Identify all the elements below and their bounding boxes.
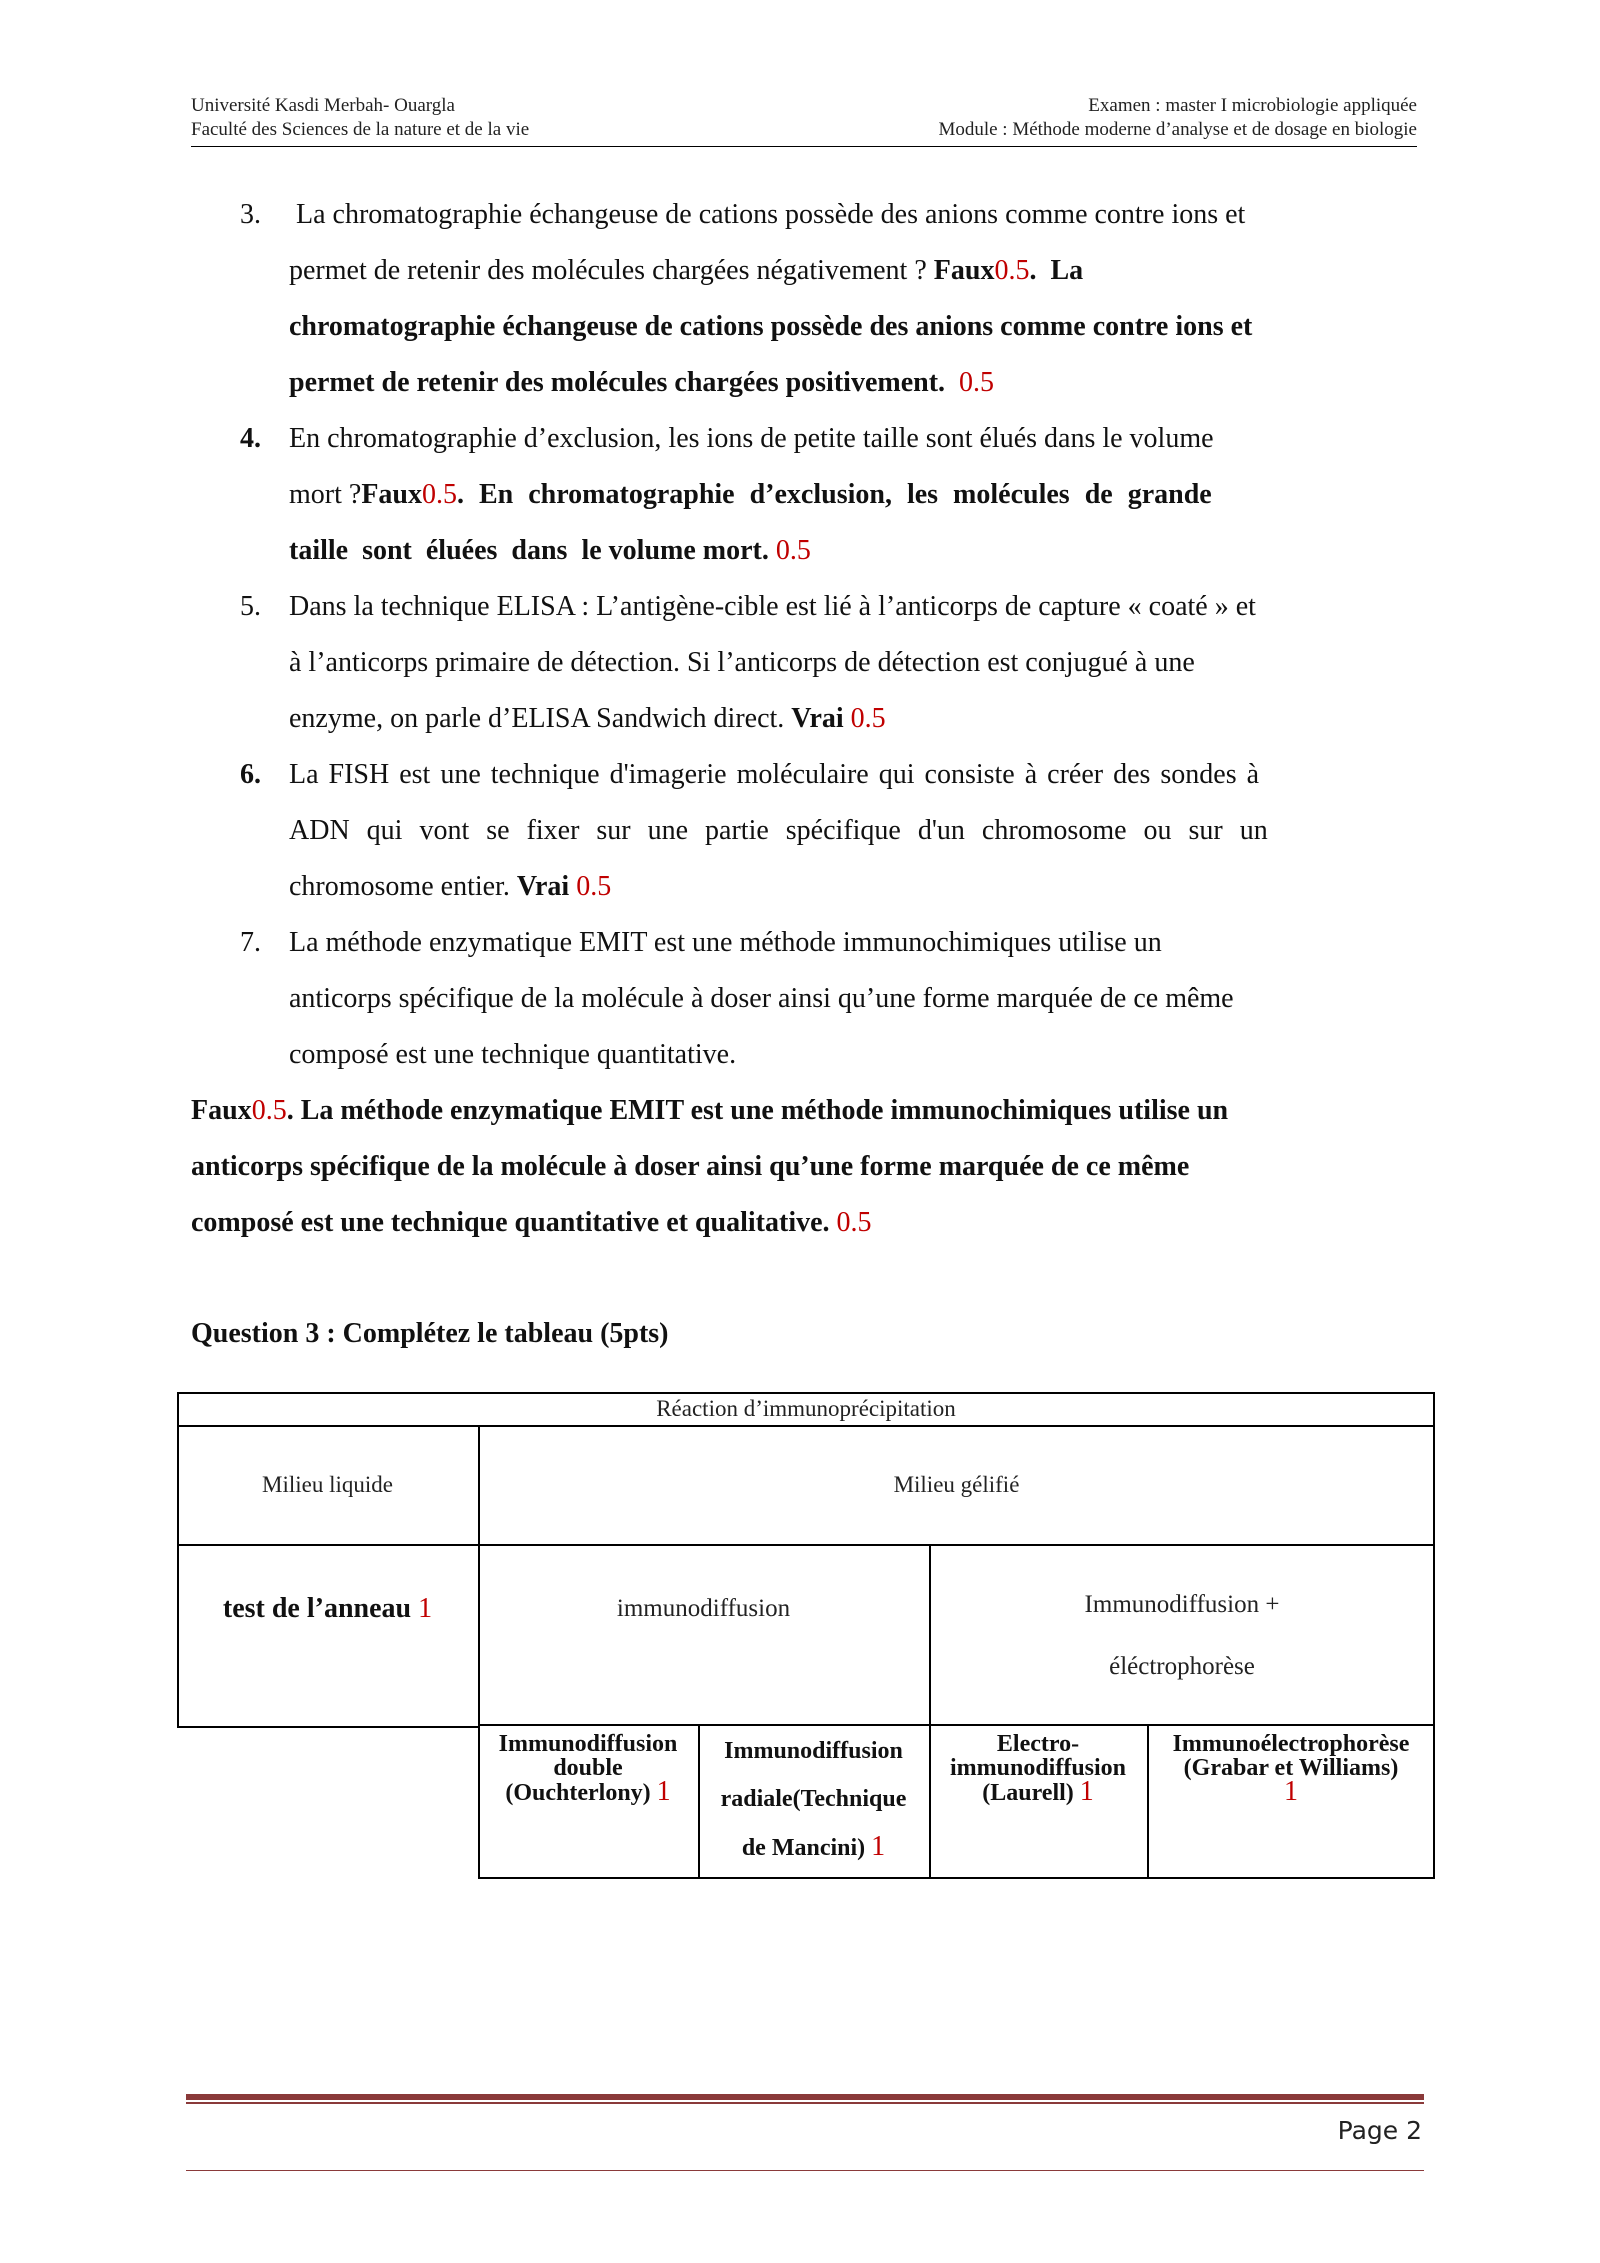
score: 0.5 [994,255,1030,286]
score: 1 [656,1775,671,1807]
header-gel-medium: Milieu gélifié [893,1471,1020,1497]
item-text-line: permet de retenir des molécules chargées négativement ? Faux0.5. La [289,255,1084,286]
immunoelectrophoresis-cell: Immunoélectrophorèse (Grabar et Williams) 1 [1172,1731,1410,1807]
score: 1 [1079,1775,1094,1807]
item-text-line: En chromatographie d’exclusion, les ions de petite taille sont élués dans le volume [289,423,1214,454]
score: 1 [418,1593,433,1624]
verdict: Vrai [516,871,570,902]
answer-line: composé est une technique quantitative et qualitative. 0.5 [191,1207,872,1238]
item-text-line: composé est une technique quantitative. [289,1039,737,1070]
exam-title: Examen : master I microbiologie appliquée [1088,95,1417,116]
item-number: 3. [240,199,261,230]
verdict: Faux [191,1095,252,1126]
header-right [938,94,1417,142]
item-text-line: à l’anticorps primaire de détection. Si l’anticorps de détection est conjugué à une [289,647,1195,678]
item-number: 6. [240,759,261,790]
answer-line: taille sont éluées dans le volume mort. 0.5 [289,535,811,566]
item-text-line: enzyme, on parle d’ELISA Sandwich direct. Vrai 0.5 [289,703,886,734]
item-text-line: La FISH est une technique d'imagerie moléculaire qui consiste à créer des sondes à [289,759,1260,790]
verdict: Vrai [791,703,844,734]
score: 1 [1284,1776,1298,1807]
score: 0.5 [422,479,457,510]
item-text-line: La méthode enzymatique EMIT est une méthode immunochimiques utilise un [289,927,1162,958]
item-text-line: chromosome entier. Vrai 0.5 [289,871,612,902]
radial-immunodiffusion-cell: Immunodiffusion radiale(Technique de Mancini) 1 [720,1737,907,1862]
page-number: Page 2 [1337,2116,1422,2145]
item-number: 7. [240,927,261,958]
footer-divider [186,2094,1424,2100]
item-text-line: Dans la technique ELISA : L’antigène-cible est lié à l’anticorps de capture « coaté » et [289,591,1256,622]
section-title: Question 3 : Complétez le tableau (5pts) [191,1318,669,1349]
header-divider [191,146,1417,147]
score: 0.5 [576,871,612,902]
item-text-line: mort ? Faux0.5. En chromatographie d’exclusion, les molécules de grande [289,479,1212,510]
score: 0.5 [251,1095,287,1126]
item-number: 5. [240,591,261,622]
score: 0.5 [775,535,811,566]
footer-divider [186,2170,1424,2171]
item-number: 4. [240,423,261,454]
footer-divider [186,2102,1424,2104]
score: 0.5 [836,1207,872,1238]
immunodiffusion-electrophoresis-cell: Immunodiffusion + éléctrophorèse [1084,1591,1280,1680]
header-left [191,94,529,142]
answer-line: chromatographie échangeuse de cations possède des anions comme contre ions et [289,311,1253,342]
item-text-line: anticorps spécifique de la molécule à doser ainsi qu’une forme marquée de ce même [289,983,1234,1014]
university-name: Université Kasdi Merbah- Ouargla [191,95,455,116]
answer-line: permet de retenir des molécules chargées positivement. 0.5 [289,367,995,398]
item-text-line: ADN qui vont se fixer sur une partie spécifique d'un chromosome ou sur un [289,815,1268,846]
item-text-line: La chromatographie échangeuse de cations possède des anions comme contre ions et [289,199,1246,230]
ring-test-cell: test de l’anneau 1 [222,1593,433,1624]
immunodiffusion-cell: immunodiffusion [616,1595,791,1622]
electro-immunodiffusion-cell: Electro- immunodiffusion (Laurell) 1 [949,1730,1127,1807]
module-title: Module : Méthode moderne d’analyse et de dosage en biologie [938,119,1417,140]
verdict: Faux [361,479,422,510]
table-title: Réaction d’immunoprécipitation [656,1395,956,1421]
verdict: Faux [933,255,995,286]
score: 1 [871,1830,886,1862]
score: 0.5 [959,367,995,398]
header-liquid-medium: Milieu liquide [262,1471,393,1497]
double-immunodiffusion-cell: Immunodiffusion double (Ouchterlony) 1 [498,1730,678,1807]
faculty-name: Faculté des Sciences de la nature et de la vie [191,119,530,140]
answer-line: Faux0.5. La méthode enzymatique EMIT est une méthode immunochimiques utilise un [191,1095,1229,1126]
answer-line: anticorps spécifique de la molécule à doser ainsi qu’une forme marquée de ce même [191,1151,1190,1182]
score: 0.5 [850,703,886,734]
